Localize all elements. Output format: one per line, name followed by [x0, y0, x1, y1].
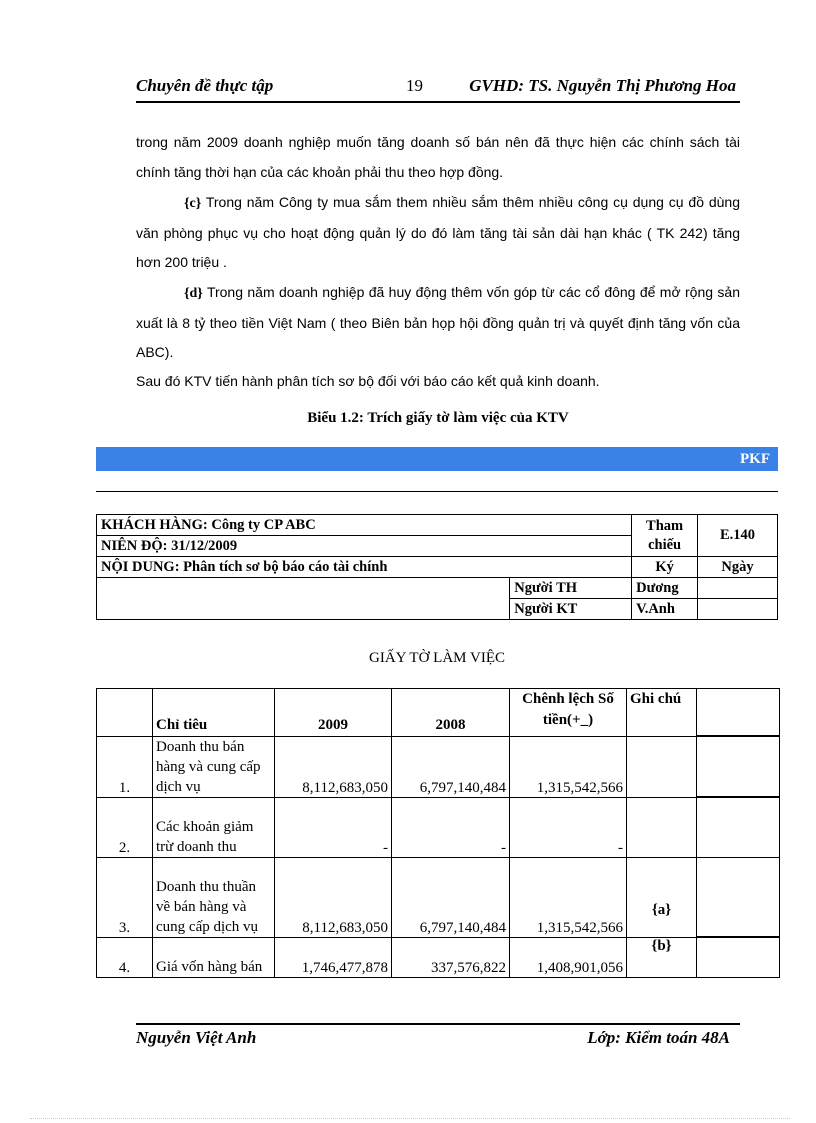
reference-label: Tham chiếu — [632, 515, 698, 557]
working-paper-title: GIẤY TỜ LÀM VIỆC — [369, 650, 505, 666]
page-header — [136, 76, 738, 100]
header-divider — [136, 101, 740, 103]
row-3-item: Doanh thu thuần về bán hàng và cung cấp dịch vụ — [153, 858, 275, 938]
row-1-item: Doanh thu bán hàng và cung cấp dịch vụ — [153, 737, 275, 798]
header-diff: Chênh lệch Số tiền(+_) — [510, 689, 627, 737]
row-2-2009: - — [275, 798, 392, 858]
row-4-2008: 337,576,822 — [392, 938, 510, 978]
paragraph-3 — [136, 278, 740, 368]
row-3-diff: 1,315,542,566 — [510, 858, 627, 938]
row-4-no: 4. — [97, 938, 153, 978]
footer-class: Lớp: Kiểm toán 48A — [587, 1028, 730, 1047]
page-bottom-border — [30, 1118, 790, 1119]
row-1-2009: 8,112,683,050 — [275, 737, 392, 798]
paragraph-2-text: Trong năm Công ty mua sắm them nhiều sắm thêm nhiều công cụ dụng cụ đồ dùng văn phòng phục vụ cho hoạt động quản lý do đó làm tăng tài sản dài hạn khác ( TK 242) tăng hơn 200 triệu . — [136, 194, 740, 270]
figure-caption: Biểu 1.2: Trích giấy tờ làm việc của KTV — [307, 410, 569, 426]
banner-divider — [96, 491, 778, 492]
header-topic: Chuyên đề thực tập — [136, 76, 274, 95]
table-row — [97, 798, 780, 858]
reviewer-date — [698, 599, 778, 620]
row-3-2008: 6,797,140,484 — [392, 858, 510, 938]
header-2008: 2008 — [392, 689, 510, 737]
paragraph-3-text: Trong năm doanh nghiệp đã huy động thêm vốn góp từ các cổ đông để mở rộng sản xuất là 8 tỷ theo tiền Việt Nam ( theo Biên bản họp hội đồng quản trị và quyết định tăng vốn của ABC). — [136, 284, 740, 360]
table-row — [97, 938, 780, 978]
pkf-banner: PKF — [96, 447, 778, 471]
row-3-extra — [697, 858, 780, 938]
header-no — [97, 689, 153, 737]
reference-value: E.140 — [698, 515, 778, 557]
reviewer-name: V.Anh — [632, 599, 698, 620]
reviewer-label: Người KT — [510, 599, 632, 620]
row-4-note: {b} — [627, 938, 697, 978]
info-table — [96, 514, 778, 620]
date-label: Ngày — [698, 557, 778, 578]
extra-col — [697, 689, 780, 737]
row-4-2009: 1,746,477,878 — [275, 938, 392, 978]
row-1-no: 1. — [97, 737, 153, 798]
row-1-extra — [697, 737, 780, 798]
row-4-item: Giá vốn hàng bán — [153, 938, 275, 978]
period-cell: NIÊN ĐỘ: 31/12/2009 — [97, 536, 632, 557]
note-tag-c: {c} — [184, 196, 202, 211]
table-row — [97, 737, 780, 798]
row-2-extra — [697, 798, 780, 858]
paragraph-1: trong năm 2009 doanh nghiệp muốn tăng doanh số bán nên đã thực hiện các chính sách tài chính tăng thời hạn của các khoản phải thu theo hợp đồng. — [136, 134, 740, 180]
header-2009: 2009 — [275, 689, 392, 737]
paragraph-2 — [136, 188, 740, 278]
client-cell: KHÁCH HÀNG: Công ty CP ABC — [97, 515, 632, 536]
footer-divider — [136, 1023, 740, 1025]
footer-author: Nguyễn Việt Anh — [136, 1028, 257, 1047]
row-4-diff: 1,408,901,056 — [510, 938, 627, 978]
row-2-note — [627, 798, 697, 858]
preparer-name: Dương — [632, 578, 698, 599]
row-2-no: 2. — [97, 798, 153, 858]
preparer-label: Người TH — [510, 578, 632, 599]
row-2-2008: - — [392, 798, 510, 858]
table-row — [97, 858, 780, 938]
paragraph-4: Sau đó KTV tiến hành phân tích sơ bộ đối với báo cáo kết quả kinh doanh. — [136, 373, 600, 389]
working-paper-table — [96, 688, 780, 978]
row-3-2009: 8,112,683,050 — [275, 858, 392, 938]
empty-cell — [97, 578, 510, 620]
row-1-2008: 6,797,140,484 — [392, 737, 510, 798]
content-cell: NỘI DUNG: Phân tích sơ bộ báo cáo tài chính — [97, 557, 632, 578]
sign-label: Ký — [632, 557, 698, 578]
header-item: Chỉ tiêu — [153, 689, 275, 737]
note-tag-d: {d} — [184, 286, 203, 301]
header-note: Ghi chú — [627, 689, 697, 737]
page-number: 19 — [406, 76, 423, 95]
row-1-diff: 1,315,542,566 — [510, 737, 627, 798]
row-4-extra — [697, 938, 780, 978]
row-2-item: Các khoản giảm trừ doanh thu — [153, 798, 275, 858]
row-2-diff: - — [510, 798, 627, 858]
row-3-note: {a} — [627, 858, 697, 938]
preparer-date — [698, 578, 778, 599]
header-supervisor: GVHD: TS. Nguyễn Thị Phương Hoa — [469, 76, 736, 95]
row-3-no: 3. — [97, 858, 153, 938]
row-1-note — [627, 737, 697, 798]
